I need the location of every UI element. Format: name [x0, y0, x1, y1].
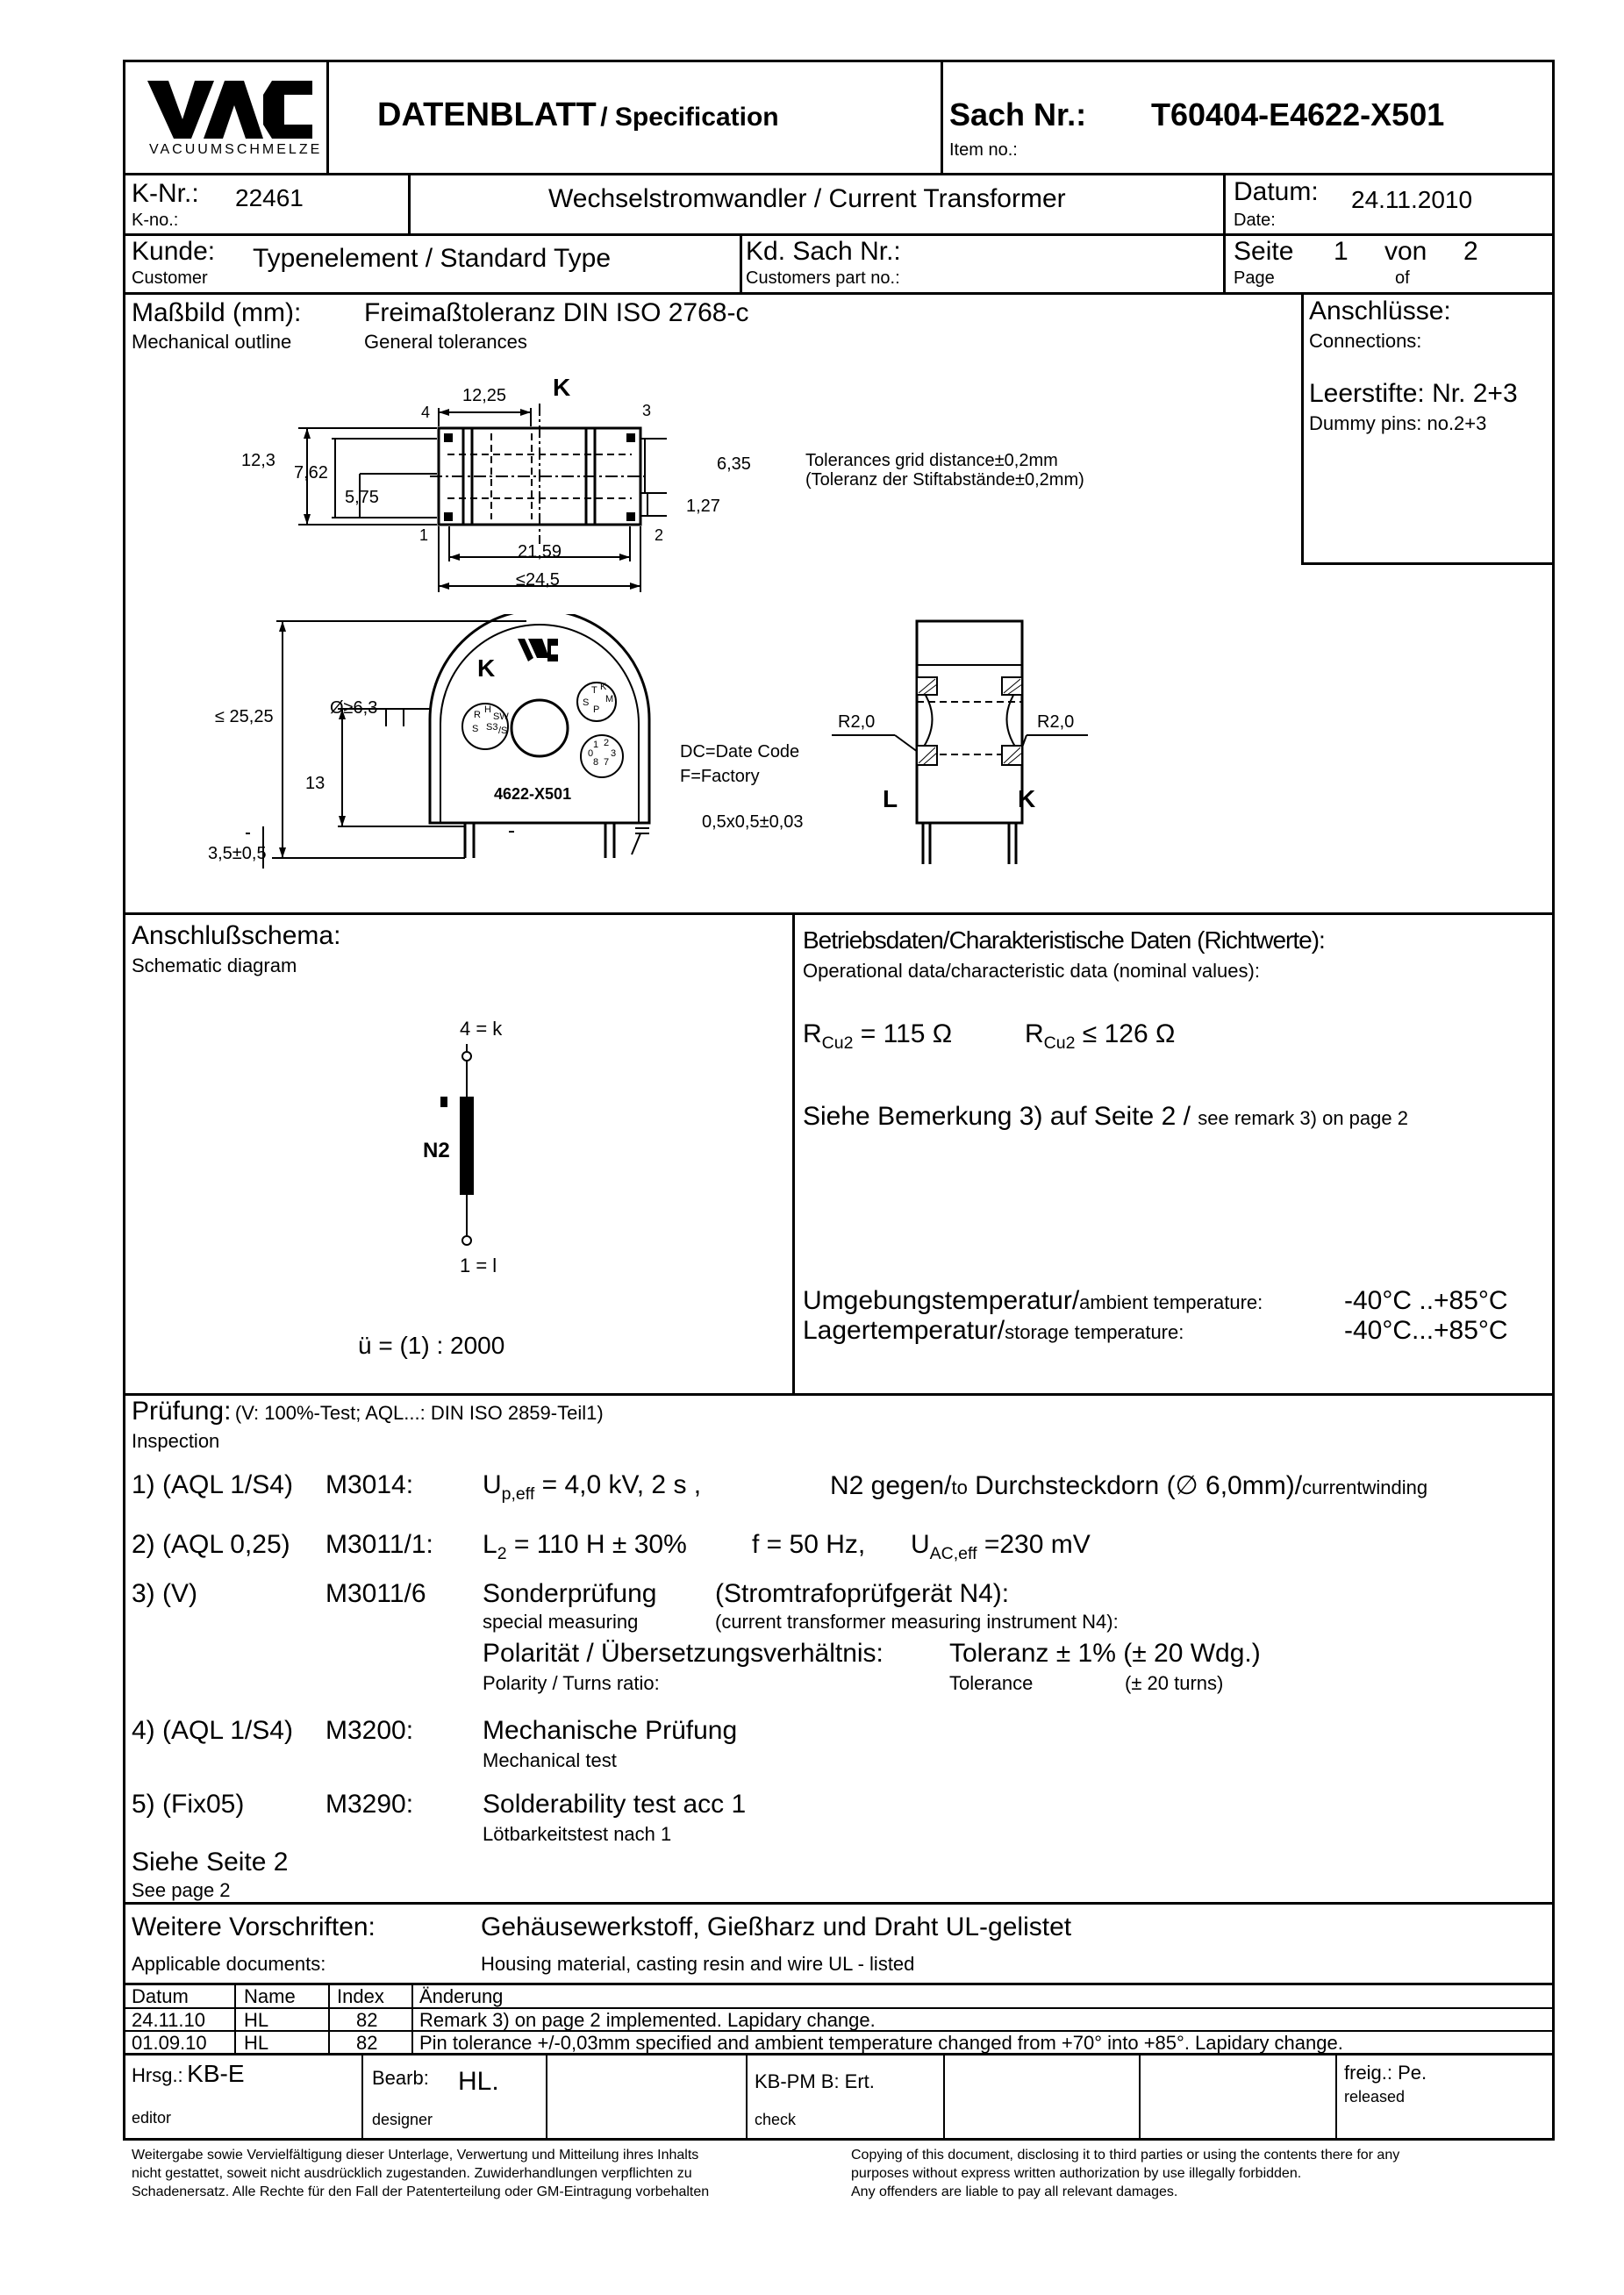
- divider: [328, 1983, 330, 2053]
- svg-text:M: M: [605, 694, 614, 704]
- title-main: DATENBLATT: [377, 97, 597, 133]
- change-row-1-date: 24.11.10: [132, 2009, 206, 2031]
- see-page-2-sub: See page 2: [132, 1879, 231, 1901]
- dim-12-3: 12,3: [241, 451, 275, 470]
- legal-english: Copying of this document, disclosing it to third parties or using the contents there for any purposes without express written authorization by use illegally forbidden. Any offenders are liable to pay all relevant damages.: [851, 2148, 1400, 2199]
- svg-text:S3: S3: [486, 722, 498, 733]
- doc-title: [377, 97, 779, 134]
- side-k-label: K: [1018, 785, 1036, 812]
- connections-sub: Connections:: [1309, 330, 1422, 352]
- divider: [1139, 2053, 1141, 2141]
- schematic-label: Anschlußschema:: [132, 921, 341, 950]
- change-header-change: Änderung: [419, 1985, 504, 2007]
- change-header-name: Name: [244, 1985, 296, 2007]
- test-3-code: M3011/6: [326, 1579, 426, 1608]
- tolerance-label: Freimaßtoleranz DIN ISO 2768-c: [364, 298, 749, 327]
- editor-sub: editor: [132, 2109, 172, 2127]
- divider: [123, 233, 1555, 236]
- dim-25-25: ≤ 25,25: [215, 707, 274, 726]
- test-4-sub: Mechanical test: [483, 1749, 617, 1771]
- test-3-polarity-sub: Polarity / Turns ratio:: [483, 1672, 660, 1694]
- test-2-number: 2) (AQL 0,25): [132, 1530, 290, 1559]
- test-5-code: M3290:: [326, 1790, 414, 1819]
- test-3-instrument-sub: (current transformer measuring instrument N4):: [715, 1611, 1119, 1633]
- designer-sub: designer: [372, 2111, 433, 2128]
- item-label: Item no.:: [949, 140, 1018, 160]
- storage-temp: Lagertemperatur/storage temperature:: [803, 1316, 1184, 1345]
- seite-label: Seite: [1234, 237, 1294, 266]
- svg-text:K: K: [600, 682, 607, 692]
- description: Wechselstromwandler / Current Transformer: [548, 184, 1066, 213]
- divider: [234, 1983, 236, 2053]
- svg-text:8: 8: [593, 757, 599, 768]
- divider: [740, 233, 742, 293]
- tolerance-sub: General tolerances: [364, 331, 527, 353]
- dim-1-27: 1,27: [686, 497, 720, 516]
- radius-left: R2,0: [838, 712, 876, 732]
- test-3-tolerance-sub: Tolerance: [949, 1672, 1034, 1694]
- pin-1-label: 1: [419, 526, 429, 544]
- turns-ratio: ü = (1) : 2000: [358, 1332, 505, 1359]
- ambient-temp: Umgebungstemperatur/ambient temperature:: [803, 1286, 1263, 1315]
- see-page-2: Siehe Seite 2: [132, 1848, 289, 1877]
- test-1-number: 1) (AQL 1/S4): [132, 1470, 293, 1499]
- svg-text:SW: SW: [493, 711, 509, 722]
- date-code-note: DC=Date Code: [680, 742, 800, 761]
- front-k-label: K: [477, 654, 496, 682]
- test-4-main: Mechanische Prüfung: [483, 1716, 738, 1745]
- test-2-inductance: $L_2 = 110$ H ± 30%: [483, 1530, 687, 1563]
- released-sub: released: [1344, 2088, 1406, 2106]
- kunde-value: Typenelement / Standard Type: [253, 244, 612, 273]
- dim-hole-6-3: Ø≥6,3: [330, 698, 378, 718]
- test-2-voltage: $U_{AC,eff} =230$ mV: [911, 1530, 1091, 1563]
- inspection-label: Prüfung: (V: 100%-Test; AQL...: DIN ISO 2859-Teil1): [132, 1397, 604, 1426]
- logo-subtext: VACUUMSCHMELZE: [149, 142, 323, 157]
- dummy-pins-sub: Dummy pins: no.2+3: [1309, 412, 1487, 434]
- check-label: KB-PM B: Ert.: [755, 2070, 875, 2092]
- change-row-2-text: Pin tolerance +/-0,03mm specified and ambient temperature changed from +70° into +85°. Lapidary change.: [419, 2032, 1343, 2054]
- designer-value: HL.: [458, 2067, 499, 2096]
- dim-24-5: ≤24,5: [516, 570, 560, 590]
- outline-sub: Mechanical outline: [132, 331, 292, 353]
- customer-sub: Customer: [132, 268, 208, 288]
- change-row-2-name: HL: [244, 2032, 269, 2054]
- test-3-instrument: (Stromtrafoprüfgerät N4):: [715, 1579, 1010, 1608]
- svg-text:P: P: [593, 704, 600, 715]
- test-2-code: M3011/1:: [326, 1530, 433, 1559]
- change-row-1-name: HL: [244, 2009, 269, 2031]
- sach-label: Sach Nr.:: [949, 97, 1087, 132]
- operational-sub: Operational data/characteristic data (nominal values):: [803, 960, 1260, 982]
- top-pin-label: 4 = k: [460, 1018, 503, 1040]
- dim-21-59: 21,59: [518, 542, 562, 561]
- svg-text:2: 2: [604, 738, 610, 748]
- pin-4-label: 4: [421, 404, 431, 421]
- tolerance-grid-2: (Toleranz der Stiftabstände±0,2mm): [805, 470, 1084, 490]
- further-main: Gehäusewerkstoff, Gießharz und Draht UL-gelistet: [481, 1912, 1072, 1941]
- change-row-1-index: 82: [356, 2009, 378, 2031]
- outline-label: Maßbild (mm):: [132, 298, 302, 327]
- test-3-special-sub: special measuring: [483, 1611, 639, 1633]
- test-1-code: M3014:: [326, 1470, 414, 1499]
- divider: [123, 1393, 1555, 1396]
- divider: [746, 2053, 748, 2141]
- title-sub: / Specification: [600, 103, 779, 132]
- tolerance-grid-1: Tolerances grid distance±0,2mm: [805, 451, 1058, 470]
- test-4-number: 4) (AQL 1/S4): [132, 1716, 293, 1745]
- divider: [1223, 233, 1226, 293]
- kunde-label: Kunde:: [132, 237, 216, 266]
- svg-text:3: 3: [611, 748, 617, 759]
- dim-6-35: 6,35: [717, 454, 751, 474]
- change-header-index: Index: [337, 1985, 384, 2007]
- divider: [123, 912, 1555, 915]
- resistance-typical: $R_{Cu2} = 115$ Ω: [803, 1019, 953, 1053]
- pin-2-label: 2: [655, 526, 664, 544]
- divider: [1223, 173, 1226, 234]
- divider: [361, 2053, 363, 2141]
- date-sub: Date:: [1234, 211, 1276, 230]
- dummy-pins-label: Leerstifte: Nr. 2+3: [1309, 379, 1518, 408]
- test-5-number: 5) (Fix05): [132, 1790, 245, 1819]
- change-row-2-index: 82: [356, 2032, 378, 2054]
- radius-right: R2,0: [1037, 712, 1075, 732]
- designer-label: Bearb:: [372, 2067, 429, 2089]
- schematic-sub: Schematic diagram: [132, 954, 297, 976]
- sach-value: T60404-E4622-X501: [1151, 97, 1445, 132]
- divider: [123, 173, 1555, 175]
- datum-value: 24.11.2010: [1351, 186, 1473, 213]
- pin-size-note: 0,5x0,5±0,03: [702, 812, 804, 832]
- divider: [408, 173, 411, 234]
- pin-3-label: 3: [642, 402, 652, 419]
- divider: [941, 60, 943, 174]
- svg-text:S: S: [472, 724, 479, 734]
- datum-label: Datum:: [1234, 177, 1319, 206]
- kd-sub: Customers part no.:: [746, 268, 900, 288]
- svg-text:H: H: [484, 704, 491, 715]
- vac-logo: [140, 75, 323, 160]
- winding-label: N2: [423, 1139, 450, 1162]
- side-l-label: L: [883, 785, 898, 812]
- divider: [1335, 2053, 1337, 2141]
- divider: [123, 1902, 1555, 1905]
- svg-text:R: R: [474, 710, 481, 720]
- page-sub: Page: [1234, 268, 1275, 288]
- remark-note: Siehe Bemerkung 3) auf Seite 2 / see remark 3) on page 2: [803, 1102, 1408, 1131]
- change-row-1-text: Remark 3) on page 2 implemented. Lapidary change.: [419, 2009, 876, 2031]
- of-sub: of: [1395, 268, 1410, 288]
- further-detail: Housing material, casting resin and wire UL - listed: [481, 1953, 915, 1975]
- test-1-target: N2 gegen/to Durchsteckdorn (∅ 6,0mm)/currentwinding: [830, 1471, 1428, 1500]
- von-label: von: [1384, 237, 1427, 266]
- divider: [943, 2053, 945, 2141]
- dim-5-75: 5,75: [345, 488, 379, 507]
- bottom-pin-label: 1 = l: [460, 1255, 497, 1276]
- knr-value: 22461: [235, 184, 304, 211]
- svg-text:T: T: [591, 685, 597, 696]
- part-marking: 4622-X501: [494, 785, 572, 803]
- ambient-temp-value: -40°C ..+85°C: [1344, 1286, 1508, 1315]
- divider: [326, 60, 329, 174]
- divider: [792, 912, 795, 1395]
- kd-label: Kd. Sach Nr.:: [746, 237, 901, 266]
- svg-text:/S: /S: [498, 726, 508, 736]
- svg-text:7: 7: [604, 757, 610, 768]
- divider: [411, 1983, 413, 2053]
- test-5-main: Solderability test acc 1: [483, 1790, 747, 1819]
- seite-value: 1: [1334, 237, 1349, 266]
- dim-7-62: 7,62: [294, 463, 328, 483]
- test-3-polarity: Polarität / Übersetzungsverhältnis:: [483, 1639, 884, 1668]
- dim-3-5: 3,5±0,5: [208, 844, 267, 863]
- test-3-tolerance: Toleranz ± 1% (± 20 Wdg.): [949, 1639, 1261, 1668]
- dim-13: 13: [305, 774, 326, 793]
- svg-text:S: S: [583, 697, 590, 708]
- factory-note: F=Factory: [680, 767, 760, 786]
- operational-label: Betriebsdaten/Charakteristische Daten (Richtwerte):: [803, 926, 1325, 954]
- test-3-tolerance-sub2: (± 20 turns): [1125, 1672, 1224, 1694]
- inspection-sub: Inspection: [132, 1430, 220, 1452]
- side-section-drawing: [825, 614, 1105, 877]
- test-5-sub: Lötbarkeitstest nach 1: [483, 1823, 672, 1845]
- resistance-max: $R_{Cu2} \le 126$ Ω: [1025, 1019, 1176, 1053]
- knr-label: K-Nr.:: [132, 179, 199, 208]
- test-3-special: Sonderprüfung: [483, 1579, 657, 1608]
- further-sub: Applicable documents:: [132, 1953, 326, 1975]
- test-3-number: 3) (V): [132, 1579, 197, 1608]
- top-k-label: K: [553, 374, 571, 401]
- released-label: freig.: Pe.: [1344, 2062, 1427, 2084]
- knr-sub: K-no.:: [132, 211, 179, 230]
- divider: [546, 2053, 547, 2141]
- check-sub: check: [755, 2111, 797, 2128]
- connections-label: Anschlüsse:: [1309, 297, 1451, 325]
- change-row-2-date: 01.09.10: [132, 2032, 207, 2054]
- test-1-voltage: $U_{p,eff} = 4,0$ kV, 2 s ,: [483, 1470, 702, 1504]
- editor-field: Hrsg.: KB-E: [132, 2060, 245, 2087]
- svg-text:0: 0: [588, 748, 594, 759]
- dim-12-25: 12,25: [462, 386, 507, 405]
- further-label: Weitere Vorschriften:: [132, 1912, 376, 1941]
- test-2-frequency: f = 50 Hz,: [752, 1530, 866, 1559]
- change-header-date: Datum: [132, 1985, 189, 2007]
- svg-text:1: 1: [593, 740, 599, 750]
- legal-german: Weitergabe sowie Vervielfältigung dieser Unterlage, Verwertung und Mitteilung ihres Inhalts nicht gestattet, soweit nicht ausdrücklich zugestanden. Zuwiderhandlungen verpflichten zu Schadenersatz. Alle Rechte für den Fall der Patenterteilung oder GM-Eintragung vorbehalten: [132, 2148, 710, 2199]
- von-value: 2: [1463, 237, 1478, 266]
- storage-temp-value: -40°C...+85°C: [1344, 1316, 1508, 1345]
- test-4-code: M3200:: [326, 1716, 414, 1745]
